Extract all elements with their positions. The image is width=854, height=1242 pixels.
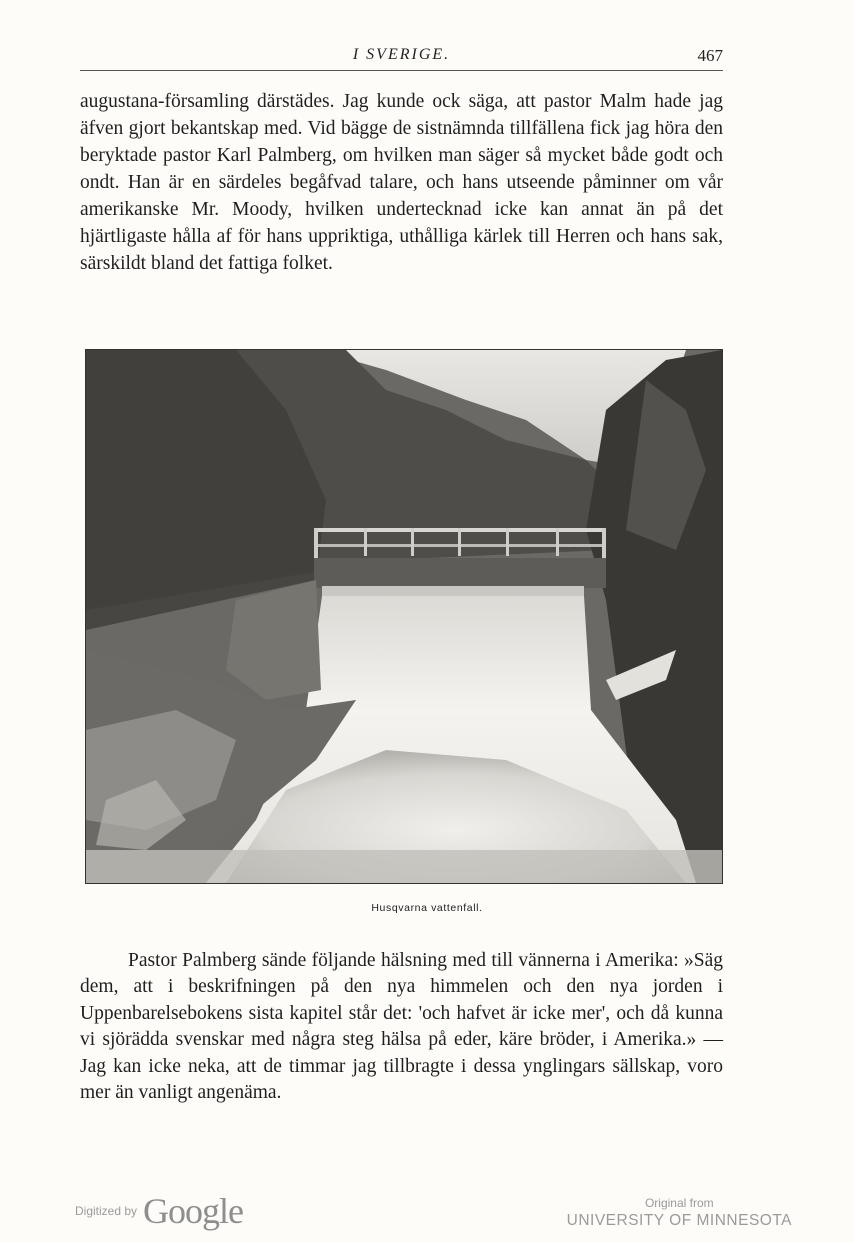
original-from-watermark [567,1196,792,1230]
paragraph-1: augustana-församling därstädes. Jag kunde ock säga, att pastor Malm hade jag äfven gjort bekantskap med. Vid bägge de sistnämnda tillfällena fick jag höra den beryktade pastor Karl Palmberg, om hvilken man säger så mycket både godt och ondt. Han är en särdeles begåfvad talare, och hans utseende påminner om vår amerikanske Mr. Moody, hvilken undertecknad icke kan annat än på det hjärtligaste hålla af för hans uppriktiga, uthålliga kärlek till Herren och hans sak, särskildt bland det fattiga folket. [80,91,723,274]
figure-caption: Husqvarna vattenfall. [371,902,483,914]
google-logo: Google [143,1191,244,1231]
university-label: UNIVERSITY OF MINNESOTA [566,1212,792,1229]
running-title: I SVERIGE. [352,46,451,63]
digitized-by-watermark [75,1188,243,1234]
paragraph-2: Pastor Palmberg sände följande hälsning med till vännerna i Amerika: »Säg dem, att i beskrifningen på den nya himmelen och den nya jorden i Uppenbarelsebokens sista kapitel står det: 'och hafvet är icke mer', och då kunna vi sjörädda svenskar med några steg hälsa på eder, käre bröder, i Amerika.» — Jag kan icke neka, att de timmar jag tillbragte i dessa ynglingars sällskap, voro mer än vanligt angenäma. [80,950,723,1104]
original-from-label: Original from [644,1196,714,1210]
page-number: 467 [697,46,723,65]
digitized-by-label: Digitized by [75,1204,138,1218]
waterfall-photo [85,349,723,884]
page-header [80,44,723,71]
